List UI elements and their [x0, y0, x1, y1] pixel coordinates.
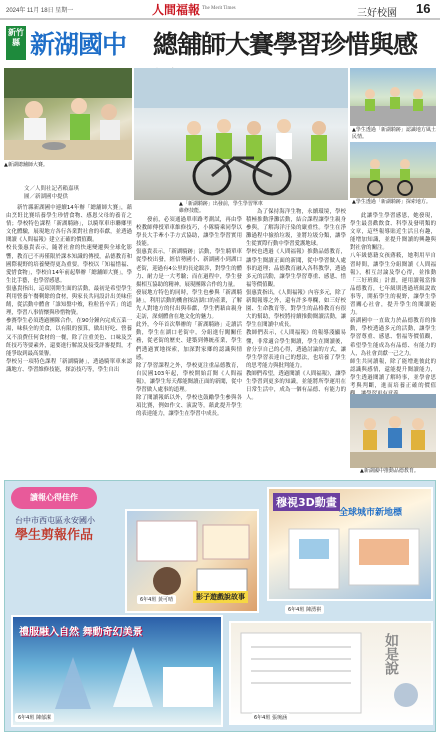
feature-label: 讀報心得佳作 [11, 487, 97, 509]
caption-bike-repair: ▲「新湖騎跡」出發前，學生學習單車維修技能。 [178, 200, 268, 216]
section-name: 三好校園 [357, 8, 397, 19]
page-header [0, 0, 440, 20]
byline-photo: 圖／新湖國中提供 [24, 194, 69, 200]
work-2-title: 穆視3D動畫 [273, 493, 340, 511]
photo-bike-repair [134, 68, 348, 200]
cyclists-icon [350, 68, 436, 126]
work-1-title: 影子遊戲說故事 [193, 591, 248, 603]
feature-title: 學生剪報作品 [15, 528, 94, 543]
work-4-title: 如是說 [383, 633, 399, 675]
page-number: 16 [416, 1, 431, 16]
caption-character-education: ▲新湖國中推動品德教育。 [360, 468, 436, 475]
headline-school: 新湖國中 [30, 30, 127, 59]
photo-cycling-group [350, 68, 436, 126]
school-name: 台中市西屯區永安國小 [15, 516, 95, 525]
photo-cooking-contest [4, 68, 132, 160]
headline-main: 總舖師大賽學習珍惜與感 [153, 30, 418, 59]
work-1-caption: 6年4班 黃可晴 [137, 595, 176, 604]
monk-sayings-illustration-icon [231, 623, 431, 723]
clipping-work-4 [229, 621, 433, 725]
clipping-work-3 [11, 615, 223, 727]
region-tag: 新竹縣 [6, 26, 26, 60]
clipping-work-2 [267, 487, 433, 601]
column-1-text: 新竹縣新湖國中連續14年辦「總舖師大賽」，藉由烹飪比賽培養學生珍惜食物、感恩父母的養育之情；學校特色課程「新湖騎跡」，以騎單車串聯鄉里文化體驗，展現地方各行各業對社會的奉獻，並透過閱讀《人間福報》建立正確的價值觀。 校長張惠貴表示，隨著社會的快速變遷與全球化影響，教育已不再僅限於課本知識的傳授，品德教育和國際視野的培養變得更為重要。學校以「知福惜福、愛惜食物」，學校自14年前起舉辦「總舖師大賽」，學生比手藝，也學習感恩。 張惠貴指出，這項別開生面的活動，最初是希望學生利用營養午餐剩餘的食材，與家長共同設計出美味佳餚，從活動中體會「誰知盤中飧，粒粒皆辛苦」的道理，學習八事情懷與珍惜物資。 參賽學生必須透過團隊合作，在90分鐘內完成五菜一湯，味俱全的美食，以有限的預算，做出好吃、營養又不浪費任何食材的一餐，除了注重美色、口味及烹飪技巧等要素外，還要進行解說及接受評審提問，才能爭取到最高榮譽。 學校另一項特色課程「新湖騎跡」，透過騎單車來認識地方、學習維修技能，探訪技巧等，學生自出 [6, 205, 132, 373]
column-2-text: 發前，必須通過單車路考測試，再由學校教師傳授單車維修技巧，小隊騎乘同學以學長大手牽小手方式協助，讓學生學習實用技能。 張惠貴表示，「新湖騎跡」活動，學生騎單車從學校出發，經信勢國小、新湖國小到湖口老街，迎過有4公里的長途跋涉，對學生的體力、耐力是一大考驗；而在過程中，學生發揚相互協助的精神，展現團隊合作的力量。 發展地方特色的同時，學生也參與「新湖騎跡」，利用活動的機會探訪湖口的產業，了解先人對地方的付出與奉獻，學生們藉由親身走訪，深刻體會在地文化的魅力。 此外，今年首次舉辦的「新湖騎跡」走讀活動，學生在湖口老街中，分組進行闖關任務，從老街的歷史、建築到傳統產業，學生們透過實地探索，加深對家鄉的認識與情感。 除了學習課程之外，學校更注重品德教育，自民國103年起，學校開始訂閱《人間福報》，讓學生每天都能閱讀正面的新聞，從中學習做人處事的道理。 除了閱讀報紙以外，學校也鼓勵學生參與各項比賽，例如作文、演說等，藉此提升學生的表達能力，讓學生在學習中成長。 [136, 217, 242, 418]
photo-character-education [350, 394, 436, 468]
caption-cycling-group: ▲學生透過「新湖騎跡」認識地方風土民情。 [352, 127, 436, 140]
article-column-3 [246, 208, 346, 476]
bicycle-repair-scene-icon [134, 68, 348, 200]
cooking-scene-icon [4, 68, 132, 160]
caption-cycling-explore: ▲學生透過「新湖騎跡」探索地方。 [352, 199, 431, 205]
feature-school [15, 515, 135, 544]
cycling-explore-icon [350, 142, 436, 198]
student-clipping-feature [4, 480, 436, 732]
article-column-4 [350, 212, 436, 392]
byline-reporter: 文／人間社記者賴嘉琪 [24, 186, 80, 192]
newspaper-logo-english: The Merit Times [202, 6, 236, 11]
newspaper-logo: 人間福報 [152, 3, 201, 17]
students-reading-icon [350, 394, 436, 468]
column-3-text: 為了保持海洋生物，永續環境，學校積極推動淨灘活動，結合課程讓學生親身參與，了解海洋汙染的嚴重性。學生在淨灘過程中撿拾垃圾，並將垃圾分類，讓學生從實際行動中學習愛護地球。 學校也透過《人間福報》推動品德教育，讓學生閱讀正面的新聞，從中學習做人處事的道理；品德教育融入各科教學，透過多元的活動，讓學生學習尊重、感恩、惜福等價值觀。 張惠貴指出，《人間福報》內容多元，除了新聞報導之外，還有許多專欄，如三好校園、生命教育等，對學生的品格教育有很大的幫助，學校將持續推動閱讀活動，讓學生在閱讀中成長。 教師們表示，《人間福報》的報導淺顯易懂，非常適合學生閱讀，學生在閱讀後，會分享自己的心得，透過討論的方式，讓學生學習表達自己的想法，也培養了學生的思考能力與批判能力。 教師們希望，透過閱讀《人間福報》，讓學生學習到更多的知識，並能將所學運用在日常生活中，成為一個有品德、有能力的人。 [246, 209, 346, 402]
work-2-caption: 6年4班 陳湧祺 [285, 605, 324, 614]
byline [24, 185, 114, 201]
work-3-title: 禮服融入自然 舞動奇幻美景 [19, 627, 143, 638]
article-column-2 [136, 216, 242, 476]
work-3-caption: 6年4班 陳郁潔 [15, 713, 54, 722]
work-2-subtitle: 全球城市新地標 [339, 508, 403, 518]
article-column-1 [6, 204, 132, 476]
caption-cooking: ▲新湖總舖師大賽。 [4, 162, 48, 168]
photo-cycling-explore [350, 142, 436, 198]
issue-date: 2024年 11月 18日 星期一 [6, 8, 74, 14]
work-4-caption: 6年4班 張琬涵 [251, 713, 290, 722]
headline [6, 24, 436, 64]
column-4-text: 此讓學生學習感恩，她發現，學生最喜歡飲食、科學及發明類的文章，這些報導貼近生活且有趣，能增加知識，並提升閱讀的興趣與對社會的關注。 八年級德籍女孩蔣筱，她利用早自習時間，讓學生分組閱讀《人間福報》，相互討論及學心得，並推動「三好班級」計畫，運用讀報當推品德教育，七年級則透過班級說故事等，開拓學生的視野，讓學生學習關心社會，提升學生的閱讀能力。 新湖國中一直致力於品德教育的推動，學校透過多元的活動，讓學生學習尊重、感恩、惜福等價值觀，希望學生能成為有品德、有能力的人，為社會貢獻一己之力。 師生共同讀報，除了能增進彼此的認識與感情，還能提升閱讀能力，學生透過閱讀了解時事，並學會思考與判斷，進而培養正確的價值 [350, 213, 436, 389]
